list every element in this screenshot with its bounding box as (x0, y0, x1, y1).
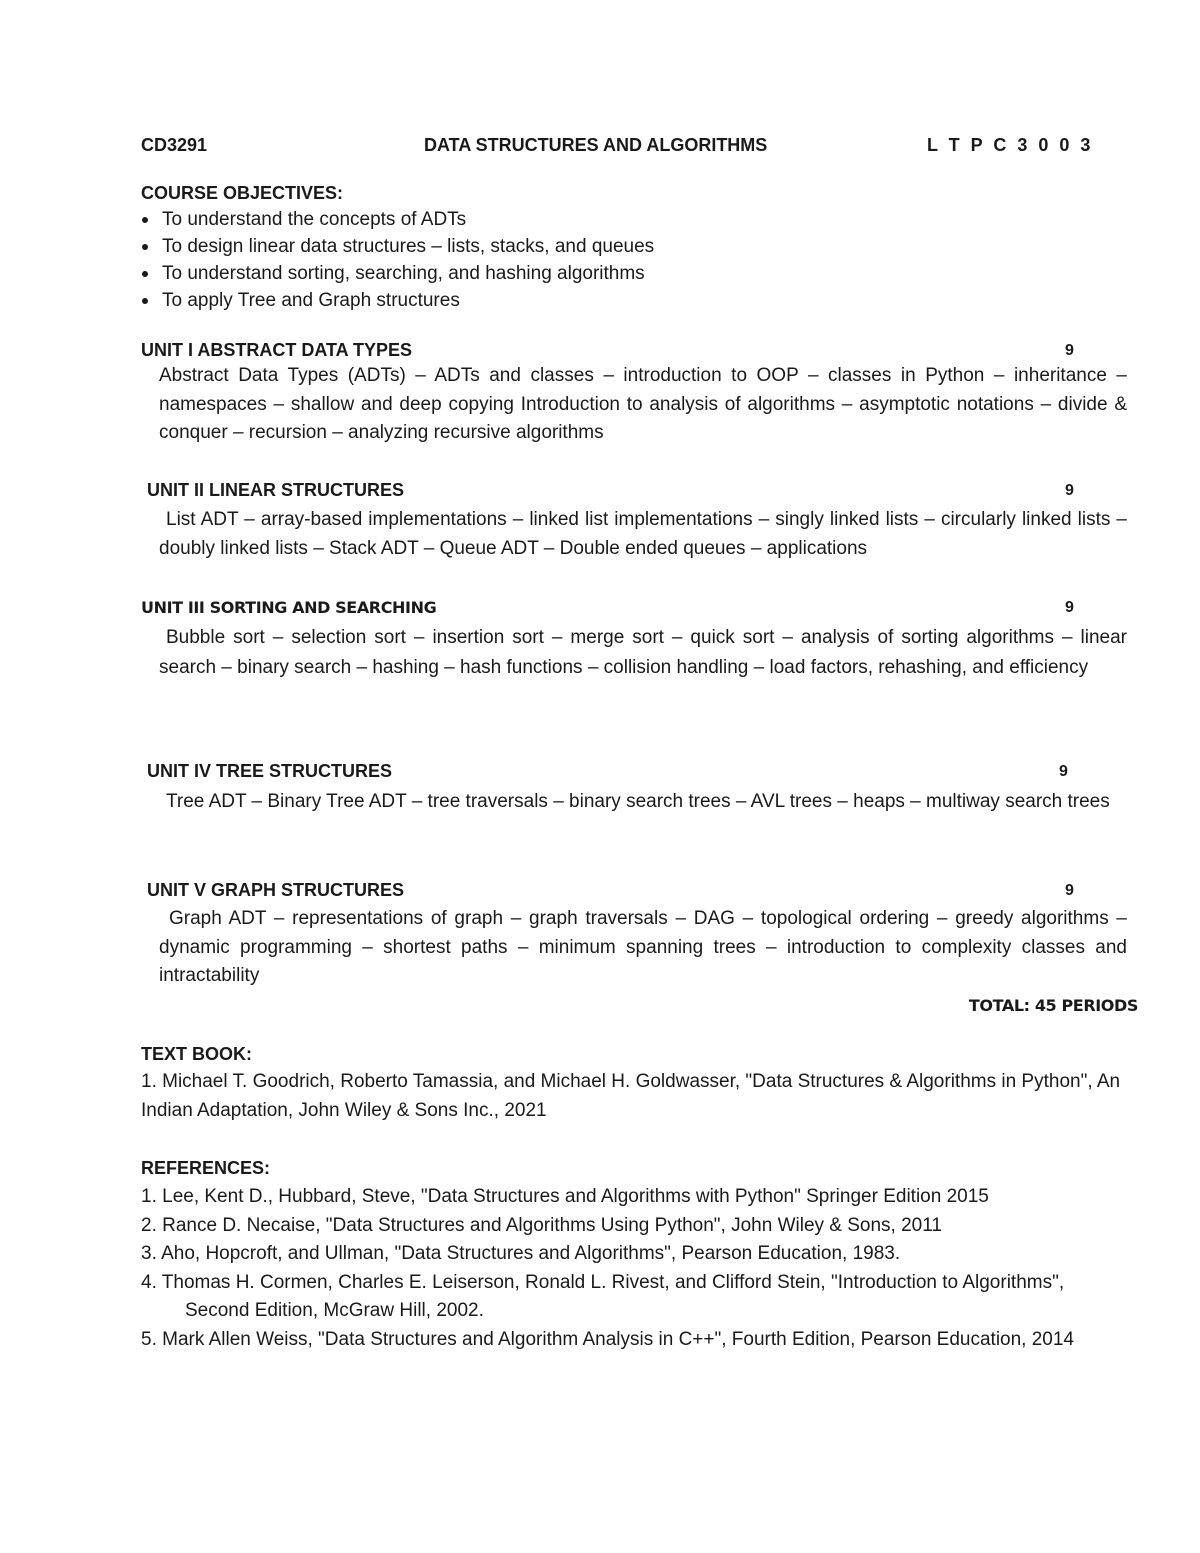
ltpc: L T P C 3 0 0 3 (927, 135, 1094, 155)
bullet-icon (142, 271, 148, 277)
unit-1-hours: 9 (1065, 342, 1074, 359)
list-item: 3. Aho, Hopcroft, and Ullman, "Data Structures and Algorithms", Pearson Education, 1983. (141, 1243, 901, 1264)
unit-2-hours: 9 (1065, 482, 1074, 499)
unit-3-hours: 9 (1065, 599, 1074, 616)
list-item: To design linear data structures – lists, stacks, and queues (140, 233, 654, 260)
list-item: To understand sorting, searching, and hashing algorithms (140, 260, 654, 287)
unit-1-title: UNIT I ABSTRACT DATA TYPES (141, 340, 412, 360)
unit-5-title: UNIT V GRAPH STRUCTURES (147, 880, 405, 900)
objectives-list (140, 206, 654, 314)
list-item: 2. Rance D. Necaise, "Data Structures and Algorithms Using Python", John Wiley & Sons, 2011 (141, 1214, 942, 1236)
unit-3-content: Bubble sort – selection sort – insertion sort – merge sort – quick sort – analysis of sorting algorithms – linear search – binary search – hashing – hash functions – collision handling – load factors, rehashing, and efficiency (159, 627, 1127, 678)
unit-2-title: UNIT II LINEAR STRUCTURES (147, 480, 405, 500)
objectives-title: COURSE OBJECTIVES: (141, 183, 344, 203)
unit-2-content: List ADT – array-based implementations – linked list implementations – singly linked lists – circularly linked lists – doubly linked lists – Stack ADT – Queue ADT – Double ended queues – applications (159, 509, 1127, 559)
unit-3-title: UNIT III SORTING AND SEARCHING (141, 598, 437, 617)
references-title: REFERENCES: (141, 1158, 271, 1178)
list-item: 1. Lee, Kent D., Hubbard, Steve, "Data Structures and Algorithms with Python" Springer Edition 2015 (141, 1186, 989, 1207)
unit-4-content: Tree ADT – Binary Tree ADT – tree traversals – binary search trees – AVL trees – heaps – multiway search trees (166, 791, 1110, 812)
bullet-icon (142, 244, 148, 250)
list-item: 5. Mark Allen Weiss, "Data Structures and Algorithm Analysis in C++", Fourth Edition, Pearson Education, 2014 (141, 1328, 1075, 1350)
textbook-item: 1. Michael T. Goodrich, Roberto Tamassia, and Michael H. Goldwasser, "Data Structures & Algorithms in Python", An Indian Adaptation, John Wiley & Sons Inc., 2021 (141, 1071, 1121, 1121)
total-periods: TOTAL: 45 PERIODS (968, 996, 1138, 1015)
textbook-title: TEXT BOOK: (141, 1044, 252, 1064)
list-item: 4. Thomas H. Cormen, Charles E. Leiserson, Ronald L. Rivest, and Clifford Stein, "Introduction to Algorithms", Second Edition, McGraw Hill, 2002. (141, 1271, 1065, 1321)
unit-5-hours: 9 (1065, 882, 1074, 899)
course-code: CD3291 (141, 135, 208, 155)
course-title: DATA STRUCTURES AND ALGORITHMS (424, 135, 768, 155)
bullet-icon (142, 217, 148, 223)
list-item: To apply Tree and Graph structures (140, 287, 654, 314)
unit-4-title: UNIT IV TREE STRUCTURES (147, 761, 393, 781)
bullet-icon (142, 298, 148, 304)
unit-4-hours: 9 (1059, 763, 1068, 780)
references-list (141, 1183, 1141, 1354)
unit-5-content: Graph ADT – representations of graph – graph traversals – DAG – topological ordering – greedy algorithms – dynamic programming – shortest paths – minimum spanning trees – introduction to complexity classes and intractability (159, 908, 1127, 986)
list-item: To understand the concepts of ADTs (140, 206, 654, 233)
unit-1-content: Abstract Data Types (ADTs) – ADTs and classes – introduction to OOP – classes in Python – inheritance – namespaces – shallow and deep copying Introduction to analysis of algorithms – asymptotic notations – divide & conquer – recursion – analyzing recursive algorithms (159, 365, 1127, 443)
